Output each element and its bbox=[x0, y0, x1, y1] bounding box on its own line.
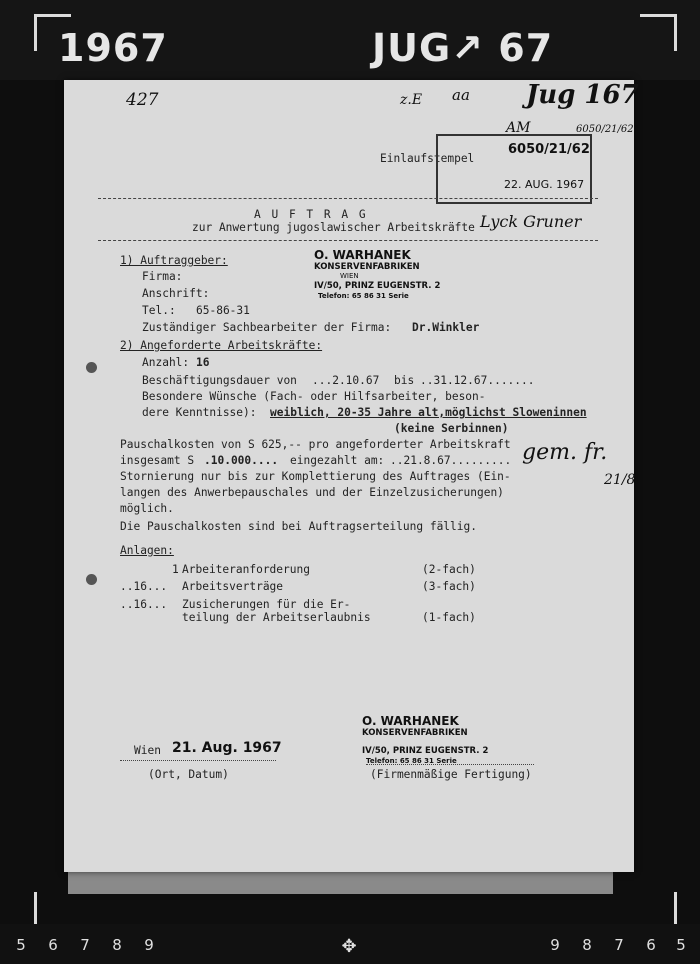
anlage-copies: (2-fach) bbox=[422, 563, 476, 576]
field-label-wuensche: Besondere Wünsche (Fach- oder Hilfsarbeiter, beson- bbox=[142, 390, 486, 403]
field-value-sachbearbeiter: Dr.Winkler bbox=[412, 321, 480, 334]
signature-line bbox=[120, 760, 276, 761]
footer-place: Wien bbox=[134, 744, 161, 757]
pauschal-text: Pauschalkosten von S 625,-- pro angeforderter Arbeitskraft bbox=[120, 438, 511, 451]
receipt-stamp-box bbox=[436, 134, 592, 204]
frame-number: 7 bbox=[614, 936, 624, 954]
footer-stamp-name: O. WARHANEK bbox=[362, 714, 459, 728]
footer-date: 21. Aug. 1967 bbox=[172, 740, 282, 756]
company-stamp-line: KONSERVENFABRIKEN bbox=[314, 262, 420, 272]
anlage-label: Arbeitsverträge bbox=[182, 580, 284, 593]
receipt-stamp-label: Einlaufstempel bbox=[380, 152, 475, 165]
signature-line bbox=[366, 764, 534, 765]
punch-hole bbox=[86, 362, 97, 373]
punch-hole bbox=[86, 574, 97, 585]
anlage-count: ..16... bbox=[120, 598, 168, 611]
field-label-anzahl: Anzahl: bbox=[142, 356, 190, 369]
anlage-copies: (3-fach) bbox=[422, 580, 476, 593]
handwritten-note: aa bbox=[452, 86, 470, 104]
anlage-count: 1 bbox=[172, 563, 179, 576]
pauschal-total-value: .10.000.... bbox=[204, 454, 279, 467]
field-label-sachbearbeiter: Zuständiger Sachbearbeiter der Firma: bbox=[142, 321, 392, 334]
field-label-wuensche-cont: dere Kenntnisse): bbox=[142, 406, 257, 419]
receipt-stamp-code: 6050/21/62 bbox=[508, 142, 590, 157]
handwritten-note: z.E bbox=[400, 92, 423, 108]
handwritten-number: 427 bbox=[126, 90, 159, 110]
anlage-label-cont: teilung der Arbeitserlaubnis bbox=[182, 611, 371, 624]
frame-number: 6 bbox=[48, 936, 58, 954]
company-stamp-line: Telefon: 65 86 31 Serie bbox=[318, 292, 409, 300]
film-reel-icon: ✥ bbox=[341, 936, 357, 957]
handwritten-reference: Jug 167 bbox=[526, 80, 639, 110]
footer-stamp-line: IV/50, PRINZ EUGENSTR. 2 bbox=[362, 746, 489, 756]
frame-number: 5 bbox=[16, 936, 26, 954]
field-label-dauer: Beschäftigungsdauer von bbox=[142, 374, 297, 387]
document-page bbox=[64, 80, 639, 872]
frame-number: 7 bbox=[80, 936, 90, 954]
handwritten-note: AM bbox=[506, 120, 531, 136]
footer-signature-caption: (Firmenmäßige Fertigung) bbox=[370, 768, 532, 781]
storno-text: langen des Anwerbepauschales und der Einzelzusicherungen) bbox=[120, 486, 504, 499]
document-subtitle: zur Anwertung jugoslawischer Arbeitskräfte bbox=[192, 221, 475, 234]
field-value-anzahl: 16 bbox=[196, 356, 210, 369]
field-value-wuensche: weiblich, 20-35 Jahre alt,möglichst Sloweninnen bbox=[270, 406, 587, 419]
field-label-firma: Firma: bbox=[142, 270, 183, 283]
footer-stamp-line: KONSERVENFABRIKEN bbox=[362, 728, 468, 738]
section-heading: 2) Angeforderte Arbeitskräfte: bbox=[120, 339, 323, 352]
anlage-copies: (1-fach) bbox=[422, 611, 476, 624]
section-heading: 1) Auftraggeber: bbox=[120, 254, 228, 267]
company-stamp-line: WIEN bbox=[340, 272, 359, 280]
field-value-dauer-from: ...2.10.67 bbox=[312, 374, 380, 387]
handwritten-payment-note: gem. fr. bbox=[522, 440, 608, 465]
company-stamp-name: O. WARHANEK bbox=[314, 248, 411, 262]
document-title: A U F T R A G bbox=[254, 208, 368, 221]
anlagen-heading: Anlagen: bbox=[120, 544, 174, 557]
film-code-label: JUG↗ 67 bbox=[372, 26, 554, 70]
film-year-label: 1967 bbox=[58, 26, 168, 70]
handwritten-signature: Lyck Gruner bbox=[480, 212, 582, 231]
anlage-label: Zusicherungen für die Er- bbox=[182, 598, 351, 611]
field-label-tel: Tel.: bbox=[142, 304, 176, 317]
pauschal-paid-date: ..21.8.67......... bbox=[390, 454, 512, 467]
footer-stamp-line: Telefon: 65 86 31 Serie bbox=[366, 757, 457, 765]
frame-number: 8 bbox=[582, 936, 592, 954]
frame-number: 6 bbox=[646, 936, 656, 954]
field-label-bis: bis bbox=[394, 374, 415, 387]
frame-number: 5 bbox=[676, 936, 686, 954]
anlage-count: ..16... bbox=[120, 580, 168, 593]
company-stamp-line: IV/50, PRINZ EUGENSTR. 2 bbox=[314, 281, 441, 291]
frame-number: 9 bbox=[550, 936, 560, 954]
field-value-wuensche-note: (keine Serbinnen) bbox=[394, 422, 509, 435]
pauschal-total-label: insgesamt S bbox=[120, 454, 195, 467]
storno-text: Stornierung nur bis zur Komplettierung des Auftrages (Ein- bbox=[120, 470, 511, 483]
field-value-dauer-to: ..31.12.67....... bbox=[420, 374, 535, 387]
handwritten-code: 6050/21/62 bbox=[576, 124, 634, 135]
faellig-text: Die Pauschalkosten sind bei Auftragserteilung fällig. bbox=[120, 520, 477, 533]
storno-text: möglich. bbox=[120, 502, 174, 515]
receipt-stamp-date: 22. AUG. 1967 bbox=[504, 178, 585, 191]
handwritten-payment-date: 21/8 bbox=[604, 472, 636, 488]
frame-number: 8 bbox=[112, 936, 122, 954]
paper-underlay bbox=[68, 872, 613, 894]
frame-corner-top-left bbox=[34, 14, 71, 51]
divider bbox=[98, 240, 598, 241]
anlage-label: Arbeiteranforderung bbox=[182, 563, 310, 576]
footer-place-caption: (Ort, Datum) bbox=[148, 768, 229, 781]
frame-number: 9 bbox=[144, 936, 154, 954]
field-label-anschrift: Anschrift: bbox=[142, 287, 210, 300]
field-value-tel: 65-86-31 bbox=[196, 304, 250, 317]
frame-corner-top-right bbox=[640, 14, 677, 51]
pauschal-paid-label: eingezahlt am: bbox=[290, 454, 385, 467]
divider bbox=[98, 198, 598, 199]
